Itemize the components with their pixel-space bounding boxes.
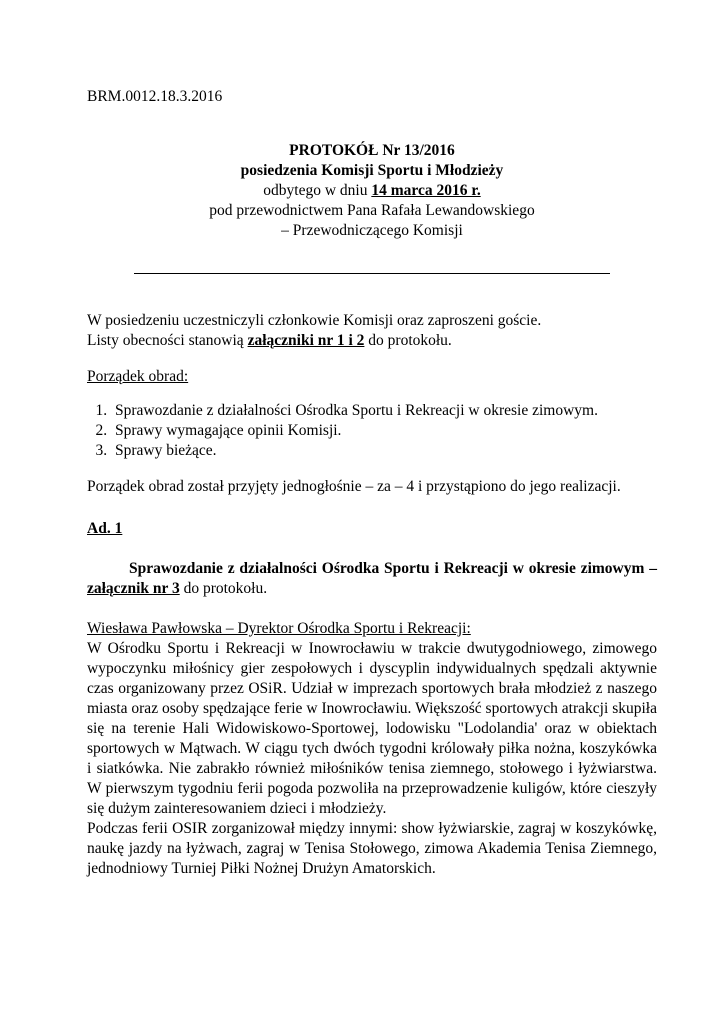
attachment-3: załącznik nr 3 xyxy=(87,580,180,597)
meeting-date: 14 marca 2016 r. xyxy=(371,182,481,199)
report-paragraph-2: Podczas ferii OSIR zorganizował między innymi: show łyżwiarskie, zagraj w koszykówkę, naukę jazdy na łyżwach, zagraj w Tenisa Stołowego, zimowa Akademia Tenisa Ziemnego, jednodniowy Turniej Piłki Nożnej Drużyn Amatorskich. xyxy=(87,820,657,877)
attachments-1-2: załączniki nr 1 i 2 xyxy=(247,332,365,349)
document-body xyxy=(87,311,657,879)
speaker-line: Wiesława Pawłowska – Dyrektor Ośrodka Sportu i Rekreacji: xyxy=(87,620,471,637)
document-page xyxy=(87,86,657,877)
protocol-subtitle: posiedzenia Komisji Sportu i Młodzieży xyxy=(240,162,504,179)
intro-line-2-suffix: do protokołu. xyxy=(364,332,452,349)
meeting-date-line xyxy=(87,181,657,201)
agenda-item: 1. Sprawozdanie z działalności Ośrodka Sportu i Rekreacji w okresie zimowym. xyxy=(111,401,657,421)
date-prefix: odbytego w dniu xyxy=(263,182,372,199)
section-1-title xyxy=(87,559,657,599)
section-1-title-main: Sprawozdanie z działalności Ośrodka Sportu i Rekreacji w okresie zimowym – xyxy=(129,560,657,577)
chair-role: – Przewodniczącego Komisji xyxy=(281,222,463,239)
horizontal-divider xyxy=(134,273,610,274)
chair-line: pod przewodnictwem Pana Rafała Lewandowskiego xyxy=(209,202,535,219)
agenda-item: 3. Sprawy bieżące. xyxy=(111,441,657,461)
document-header xyxy=(87,141,657,241)
intro-line-2 xyxy=(87,331,657,351)
spacer xyxy=(87,351,657,367)
report-paragraph-1: W Ośrodku Sportu i Rekreacji w Inowrocławiu w trakcie dwutygodniowego, zimowego wypoczynku miłośnicy gier zespołowych i dyscyplin indywidualnych spędzali aktywnie czas organizowany przez OSiR. Udział w imprezach sportowych brała młodzież z naszego miasta oraz osoby spędzające ferie w Inowrocławiu. Większość sportowych atrakcji skupiła się na terenie Hali Widowiskowo-Sportowej, lodowisku "Lodolandia' oraz w obiektach sportowych w Mątwach. W ciągu tych dwóch tygodni królowały piłka nożna, koszykówka i siatkówka. Nie zabrakło również miłośników tenisa ziemnego, stołowego i łyżwiarstwa. W pierwszym tygodniu ferii pogoda pozwoliła na przeprowadzenie kuligów, które cieszyły się dużym zainteresowaniem dzieci i młodzieży. xyxy=(87,640,657,817)
agenda-heading: Porządek obrad: xyxy=(87,368,189,385)
agenda-list xyxy=(87,401,657,461)
agenda-accepted: Porządek obrad został przyjęty jednogłośnie – za – 4 i przystąpiono do jego realizacji. xyxy=(87,478,621,495)
protocol-title: PROTOKÓŁ Nr 13/2016 xyxy=(289,142,455,159)
section-1-heading: Ad. 1 xyxy=(87,520,123,537)
intro-line-1: W posiedzeniu uczestniczyli członkowie Komisji oraz zaproszeni goście. xyxy=(87,312,542,329)
agenda-item: 2. Sprawy wymagające opinii Komisji. xyxy=(111,421,657,441)
section-1-title-suffix: do protokołu. xyxy=(179,580,268,597)
spacer xyxy=(87,461,657,477)
intro-line-2-prefix: Listy obecności stanowią xyxy=(87,332,248,349)
reference-number: BRM.0012.18.3.2016 xyxy=(87,88,223,105)
